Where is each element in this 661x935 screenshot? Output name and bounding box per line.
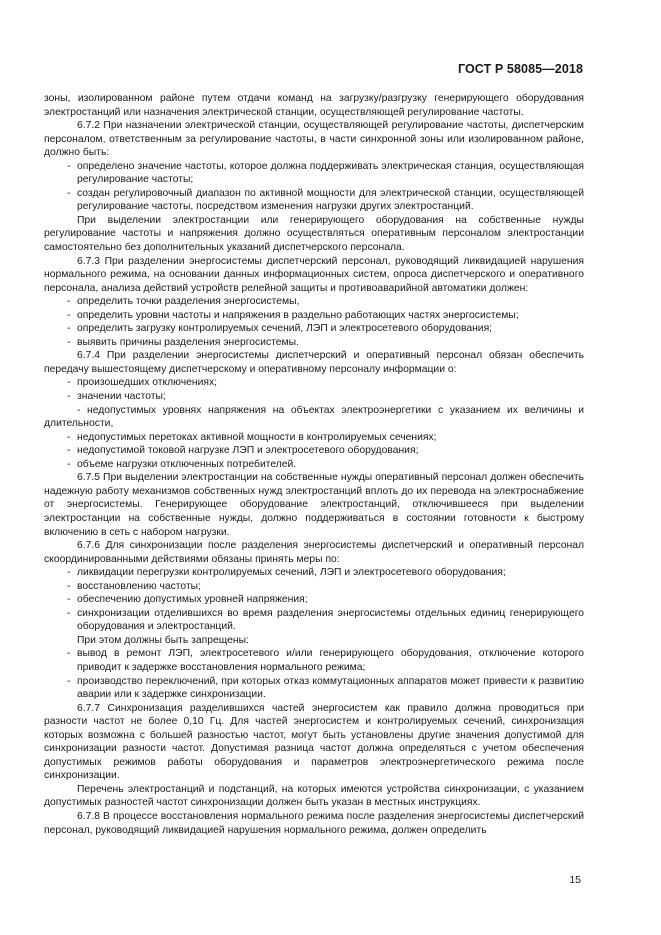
list-dash: - (67, 567, 71, 579)
list-item (44, 607, 584, 634)
list-dash: - (67, 160, 71, 172)
list-dash: - (67, 458, 71, 470)
list-item (44, 593, 584, 607)
list-dash: - (67, 187, 71, 199)
list-item (44, 376, 584, 390)
list-item-text: обеспечению допустимых уровней напряжения; (77, 594, 308, 606)
list-dash: - (67, 323, 71, 335)
list-item-text: вывод в ремонт ЛЭП, электросетевого и/или генерирующего оборудования, отключение которого приводит к задержке восстановления нормального режима; (77, 648, 584, 673)
list-item (44, 458, 584, 472)
paragraph: зоны, изолированном районе путем отдачи команд на загрузку/разгрузку генерирующего оборудования электростанций или назначения электрической станции, осуществляющей регулирование частоты. (44, 93, 584, 118)
list-dash: - (67, 296, 71, 308)
list-item (44, 431, 584, 445)
list-item (44, 390, 584, 404)
page-number: 15 (569, 874, 581, 886)
list-item (44, 322, 584, 336)
list-dash: - (67, 377, 71, 389)
list-item-text: недопустимых уровнях напряжения на объектах электроэнергетики с указанием их величины и длительности, (44, 404, 584, 430)
document-body (44, 92, 584, 837)
list-item-text: синхронизации отделившихся во время разделения энергосистемы отдельных единиц генерирующего оборудования и электростанций. (77, 607, 584, 633)
list-item-text: восстановлению частоты; (77, 580, 201, 592)
paragraph: При этом должны быть запрещены: (77, 634, 249, 646)
list-item (44, 647, 584, 674)
list-dash: - (67, 648, 71, 660)
list-item (44, 580, 584, 594)
list-dash: - (77, 404, 81, 416)
list-dash: - (67, 594, 71, 606)
list-dash: - (67, 607, 71, 619)
standard-designation: ГОСТ Р 58085—2018 (457, 62, 583, 76)
list-item-text: объеме нагрузки отключенных потребителей. (77, 458, 297, 470)
list-item-text: недопустимой токовой нагрузке ЛЭП и электросетевого оборудования; (77, 445, 419, 457)
list-item-text: производство переключений, при которых отказ коммутационных аппаратов может привести к развитию аварии или к задержке синхронизации. (77, 675, 584, 701)
list-dash: - (67, 580, 71, 592)
list-item-text: выявить причины разделения энергосистемы. (77, 336, 299, 348)
list-item-text: ликвидации перегрузки контролируемых сечений, ЛЭП и электросетевого оборудования; (77, 567, 506, 579)
list-dash: - (67, 431, 71, 443)
list-item (44, 566, 584, 580)
list-item (44, 160, 584, 187)
paragraph: 6.7.4 При разделении энергосистемы диспетчерский и оперативный персонал обязан обеспечить передачу вышестоящему диспетчерскому и оперативному персоналу информации о: (44, 350, 584, 375)
list-item-text: определено значение частоты, которое должна поддерживать электрическая станция, осуществляющая регулирование частоты; (77, 160, 584, 186)
paragraph: 6.7.3 При разделении энергосистемы диспетчерский персонал, руководящий ликвидацией нарушения нормального режима, на основании данных информационных систем, опроса диспетчерского и оперативного персонала, анализа действий устройств релейной защиты и противоаварийной автоматики должен: (44, 255, 584, 294)
list-item-text: определить точки разделения энергосистемы, (77, 296, 300, 308)
list-item-text: определить уровни частоты и напряжения в раздельно работающих частях энергосистемы; (77, 309, 519, 321)
list-item (44, 444, 584, 458)
list-item (44, 309, 584, 323)
paragraph: Перечень электростанций и подстанций, на которых имеются устройства синхронизации, с указанием допустимых разностей частот синхронизации должен быть указан в местных инструкциях. (44, 783, 584, 809)
list-item (44, 295, 584, 309)
paragraph: 6.7.6 Для синхронизации после разделения энергосистемы диспетчерский и оперативный персонал скоординированными действиями обязаны принять меры по: (44, 540, 584, 565)
paragraph: 6.7.7 Синхронизация разделившихся частей энергосистем как правило должна проводиться при разности частот не более 0,10 Гц. Для частей энергосистем и контролируемых сечений, синхронизация которых возможна с большей разностью частот, могут быть установлены другие значения допустимой для синхронизации разности частот. Допустимая разница частот должна определяться с учетом обеспечения допустимых режимов работы оборудования и параметров электроэнергетического режима после синхронизации. (44, 702, 584, 782)
list-item (44, 404, 584, 431)
list-dash: - (67, 309, 71, 321)
list-dash: - (67, 445, 71, 457)
list-item (44, 675, 584, 702)
paragraph: 6.7.2 При назначении электрической станции, осуществляющей регулирование частоты, диспетчерским персоналом, ответственным за регулирование частоты, в части синхронной зоны или изолированном районе, должно быть: (44, 120, 584, 159)
list-item-text: создан регулировочный диапазон по активной мощности для электрической станции, осуществляющей регулирование частоты, посредством изменения нагрузки других электростанций. (77, 187, 584, 213)
list-dash: - (67, 391, 71, 403)
list-item-text: значении частоты; (77, 391, 166, 403)
paragraph: 6.7.8 В процессе восстановления нормального режима после разделения энергосистемы диспетчерский персонал, руководящий ликвидацией нарушения нормального режима, должен определить (44, 810, 584, 836)
paragraph: При выделении электростанции или генерирующего оборудования на собственные нужды регулирование частоты и напряжения должно осуществляться оперативным персоналом электростанции самостоятельно без дополнительных указаний диспетчерского персонала. (44, 214, 584, 254)
list-item-text: определить загрузку контролируемых сечений, ЛЭП и электросетевого оборудования; (77, 323, 493, 335)
list-item (44, 336, 584, 350)
list-dash: - (67, 336, 71, 348)
list-dash: - (67, 675, 71, 687)
list-item-text: недопустимых перетоках активной мощности в контролируемых сечениях; (77, 431, 437, 443)
list-item (44, 187, 584, 214)
paragraph: 6.7.5 При выделении электростанции на собственные нужды оперативный персонал должен обеспечить надежную работу механизмов собственных нужд электростанций вплоть до их перевода на электроснабжение от энергосистемы. Генерирующее оборудование электростанций, отключившееся при выделении электростанции на собственные нужды, должно поддерживаться в состоянии готовности к быстрому включению в сеть с набором нагрузки. (44, 472, 584, 538)
list-item-text: произошедших отключениях; (77, 377, 217, 389)
